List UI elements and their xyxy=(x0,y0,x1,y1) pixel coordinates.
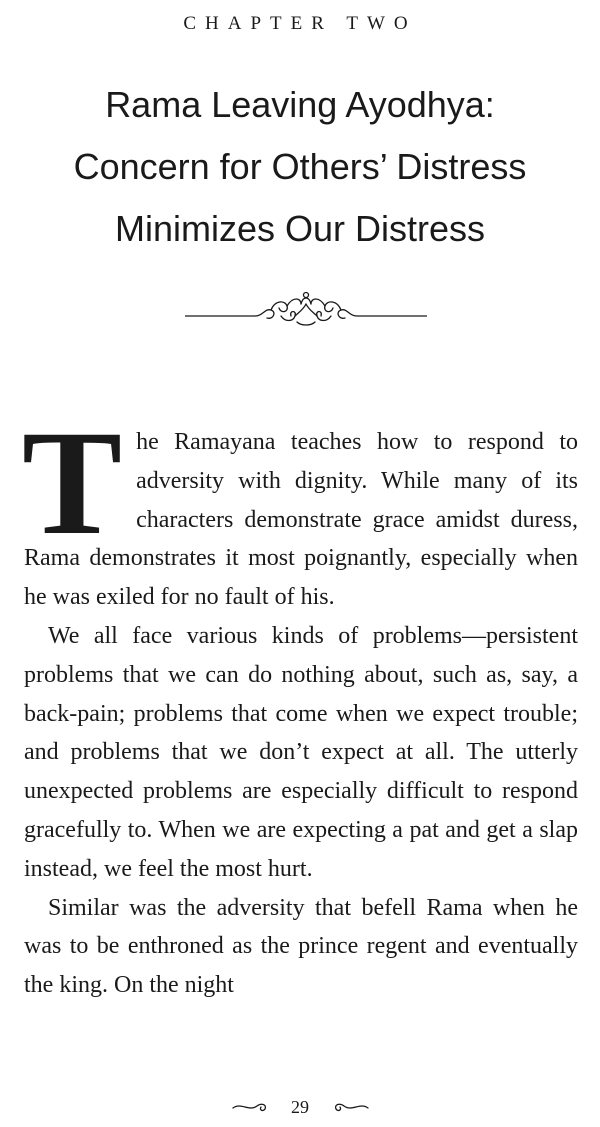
drop-cap: T xyxy=(22,400,123,566)
page-number: 29 xyxy=(291,1096,309,1117)
paragraph-1 xyxy=(22,400,578,617)
chapter-title-line-1: Rama Leaving Ayodhya: xyxy=(105,84,495,125)
paragraph-3: Similar was the adversity that befell Rama when he was to be enthroned as the prince regent and eventually the king. On the night xyxy=(24,894,578,999)
page-footer xyxy=(0,1094,600,1118)
paragraph-1-text: he Ramayana teaches how to respond to adversity with dignity. While many of its characters demonstrate grace amidst duress, Rama demonstrates it most poignantly, especially when he was exiled for no fault of his. xyxy=(24,429,578,611)
chapter-label: CHAPTER TWO xyxy=(183,13,417,34)
floral-divider-icon xyxy=(185,286,427,330)
body-text xyxy=(22,400,578,1005)
chapter-title-line-2: Concern for Others’ Distress xyxy=(73,146,527,187)
chapter-title xyxy=(20,74,580,260)
chapter-title-line-3: Minimizes Our Distress xyxy=(114,208,486,249)
swirl-right-icon xyxy=(330,1100,370,1114)
paragraph-2: We all face various kinds of problems—persistent problems that we can do nothing about, such as, say, a back-pain; problems that come when we expect trouble; and problems that we don’t expect at all. The utterly unexpected problems are especially difficult to respond gracefully to. When we are expecting a pat and get a slap instead, we feel the most hurt. xyxy=(24,622,578,882)
swirl-left-icon xyxy=(231,1100,271,1114)
